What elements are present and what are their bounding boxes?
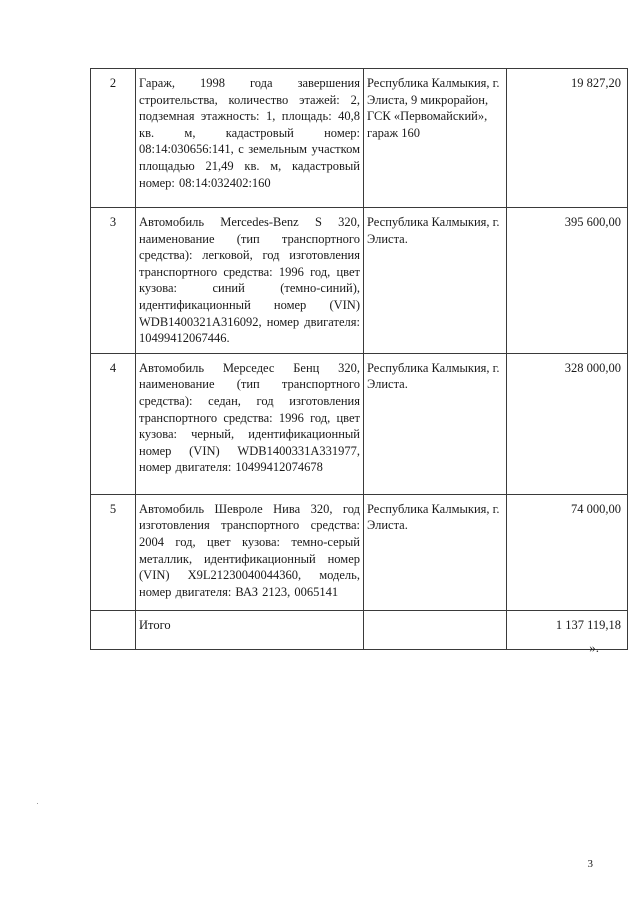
asset-value: 19 827,20 xyxy=(507,69,628,208)
table-row xyxy=(91,494,628,610)
total-number xyxy=(91,610,136,649)
row-number: 2 xyxy=(91,69,136,208)
closing-quote-mark: ». xyxy=(589,640,599,655)
asset-location: Республика Калмыкия, г. Элиста. xyxy=(364,494,507,610)
scan-speck xyxy=(37,803,38,804)
asset-value: 74 000,00 xyxy=(507,494,628,610)
asset-value: 395 600,00 xyxy=(507,208,628,354)
table-row xyxy=(91,353,628,494)
total-row xyxy=(91,610,628,649)
asset-description: Автомобиль Mercedes-Benz S 320, наименование (тип транспортного средства): легковой, год изготовления транспортного средства: 1996 год, цвет кузова: синий (темно-синий), идентификационный номер (VIN) WDB1400321A316092, номер двигателя: 10499412067446. xyxy=(136,208,364,354)
table-row xyxy=(91,69,628,208)
total-label: Итого xyxy=(136,610,364,649)
asset-value: 328 000,00 xyxy=(507,353,628,494)
row-number: 4 xyxy=(91,353,136,494)
table-row xyxy=(91,208,628,354)
asset-location: Республика Калмыкия, г. Элиста. xyxy=(364,208,507,354)
asset-location: Республика Калмыкия, г. Элиста. xyxy=(364,353,507,494)
asset-description: Автомобиль Шевроле Нива 320, год изготовления транспортного средства: 2004 год, цвет кузова: темно-серый металлик, идентификационный номер (VIN) X9L21230040044360, модель, номер двигателя: ВАЗ 2123, 0065141 xyxy=(136,494,364,610)
total-value: 1 137 119,18 xyxy=(507,610,628,649)
page-number: 3 xyxy=(587,858,593,870)
row-number: 3 xyxy=(91,208,136,354)
asset-description: Автомобиль Мерседес Бенц 320, наименование (тип транспортного средства): седан, год изготовления транспортного средства: 1996 год, цвет кузова: черный, идентификационный номер (VIN) WDB1400331A331977, номер двигателя: 10499412074678 xyxy=(136,353,364,494)
total-location xyxy=(364,610,507,649)
row-number: 5 xyxy=(91,494,136,610)
assets-table xyxy=(90,68,628,650)
asset-description: Гараж, 1998 года завершения строительства, количество этажей: 2, подземная этажность: 1, площадь: 40,8 кв. м, кадастровый номер: 08:14:030656:141, с земельным участком площадью 21,49 кв. м, кадастровый номер: 08:14:032402:160 xyxy=(136,69,364,208)
asset-location: Республика Калмыкия, г. Элиста, 9 микрорайон, ГСК «Первомайский», гараж 160 xyxy=(364,69,507,208)
